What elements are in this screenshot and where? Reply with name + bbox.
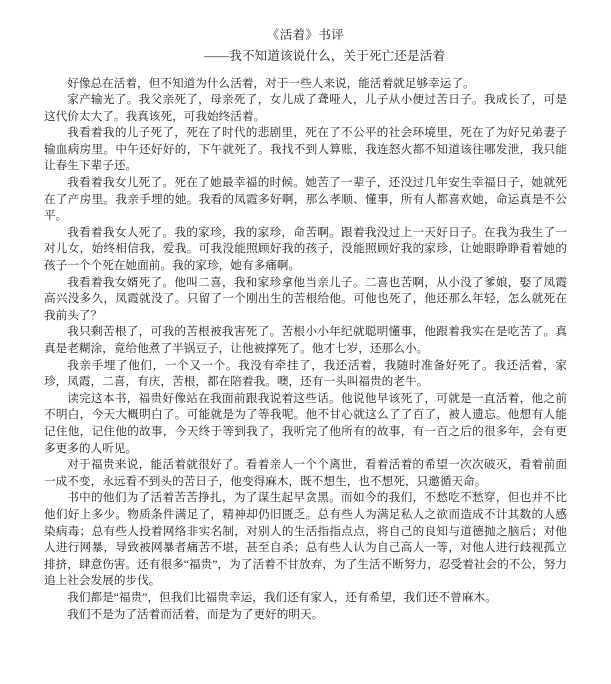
paragraph: 家产输光了。我父亲死了，母亲死了，女儿成了聋哑人，儿子从小便过苦日子。我成长了，可是这代价太大了。我真该死，可我始终活着。 bbox=[44, 93, 567, 123]
paragraph: 我只剩苦根了，可我的苦根被我害死了。苦根小小年纪就聪明懂事，他跟着我实在是吃苦了。真真是老糊涂，竟给他煮了半锅豆子，让他被撑死了。他才七岁，还那么小。 bbox=[44, 325, 567, 355]
page-title: 《活着》书评 bbox=[266, 28, 345, 42]
paragraph: 我看着我女人死了。我的家珍，我的家珍，命苦啊。跟着我没过上一天好日子。在我为我生了一对儿女，始终相信我，爱我。可我没能照顾好我的孩子，没能照顾好我的家珍，让她眼睁睁看着她的孩子一个个死在她面前。我的家珍，她有多痛啊。 bbox=[44, 225, 567, 273]
paragraph: 好像总在活着，但不知道为什么活着，对于一些人来说，能活着就足够幸运了。 bbox=[67, 76, 475, 90]
paragraph: 我看着我女儿死了。死在了她最幸福的时候。她苦了一辈子，还没过几年安生幸福日子，她就死在了产房里。我亲手埋的她。我看的凤霞多好啊，那么孝顺、懂事，所有人都喜欢她，命运真是不公平。 bbox=[44, 176, 567, 223]
paragraph: 读完这本书，福贵好像站在我面前跟我说着这些话。他说他早该死了，可就是一直活着，他之前不明白，今天大概明白了。可能就是为了等我呢。他不甘心就这么了了百了，被人遗忘。他想有人能记住他，记住他的故事，今天终于等到我了，我听完了他所有的故事，有一百之后的很多年，会有更多更多的人听见。 bbox=[44, 391, 567, 455]
paragraph: 我们都是“福贵”，但我们比福贵幸运，我们还有家人，还有希望，我们还不曾麻木。 bbox=[67, 590, 497, 604]
paragraph: 我们不是为了活着而活着，而是为了更好的明天。 bbox=[67, 607, 324, 621]
paragraph: 我看着我的儿子死了，死在了时代的悲剧里，死在了不公平的社会环境里，死在了为好兄弟妻子输血病房里。中午还好好的，下午就死了。我找不到人算账，我连怒火都不知道该往哪发泄，我只能让春生下辈子还。 bbox=[44, 126, 567, 173]
paragraph: 我亲手埋了他们，一个又一个。我没有牵挂了，我还活着，我随时准备好死了。我还活着，家珍，凤霞，二喜，有庆，苦根，都在陪着我。噢，还有一头叫福贵的老牛。 bbox=[44, 358, 567, 389]
paragraph: 书中的他们为了活着苦苦挣扎，为了谋生起早贪黑。而如今的我们，不愁吃不愁穿，但也并不比他们好上多少。物质条件满足了，精神却仍旧匮乏。总有些人为满足私人之欲而造成不计其数的人感染病毒；总有些人投着网络非实名制，对别人的生活指指点点，将自己的良知与道德抛之脑后；对他人进行网暴，导致被网暴者痛苦不堪，甚至自杀；总有些人认为自己高人一等，对他人进行歧视孤立排挤，肆意伤害。还有很多“福贵”，为了活着不甘放弃，为了生活不断努力，忍受着社会的不公，努力追上社会发展的步伐。 bbox=[44, 491, 567, 588]
paragraph: 我看着我女婿死了。他叫二喜，我和家珍拿他当亲儿子。二喜也苦啊，从小没了爹娘，娶了凤霞高兴没多久，凤霞就没了。只留了一个刚出生的苦根给他。可他也死了，他还那么年轻，怎么就死在我前头了？ bbox=[44, 275, 567, 322]
page-subtitle: ——我不知道该说什么，关于死亡还是活着 bbox=[203, 48, 446, 63]
paragraph: 对于福贵来说，能活着就很好了。看着亲人一个个离世，看着活着的希望一次次破灭，看着前面一成不变，永远看不到头的苦日子，他变得麻木，既不想生，也不想死，只邀循天命。 bbox=[44, 458, 567, 488]
document-body bbox=[44, 76, 567, 624]
